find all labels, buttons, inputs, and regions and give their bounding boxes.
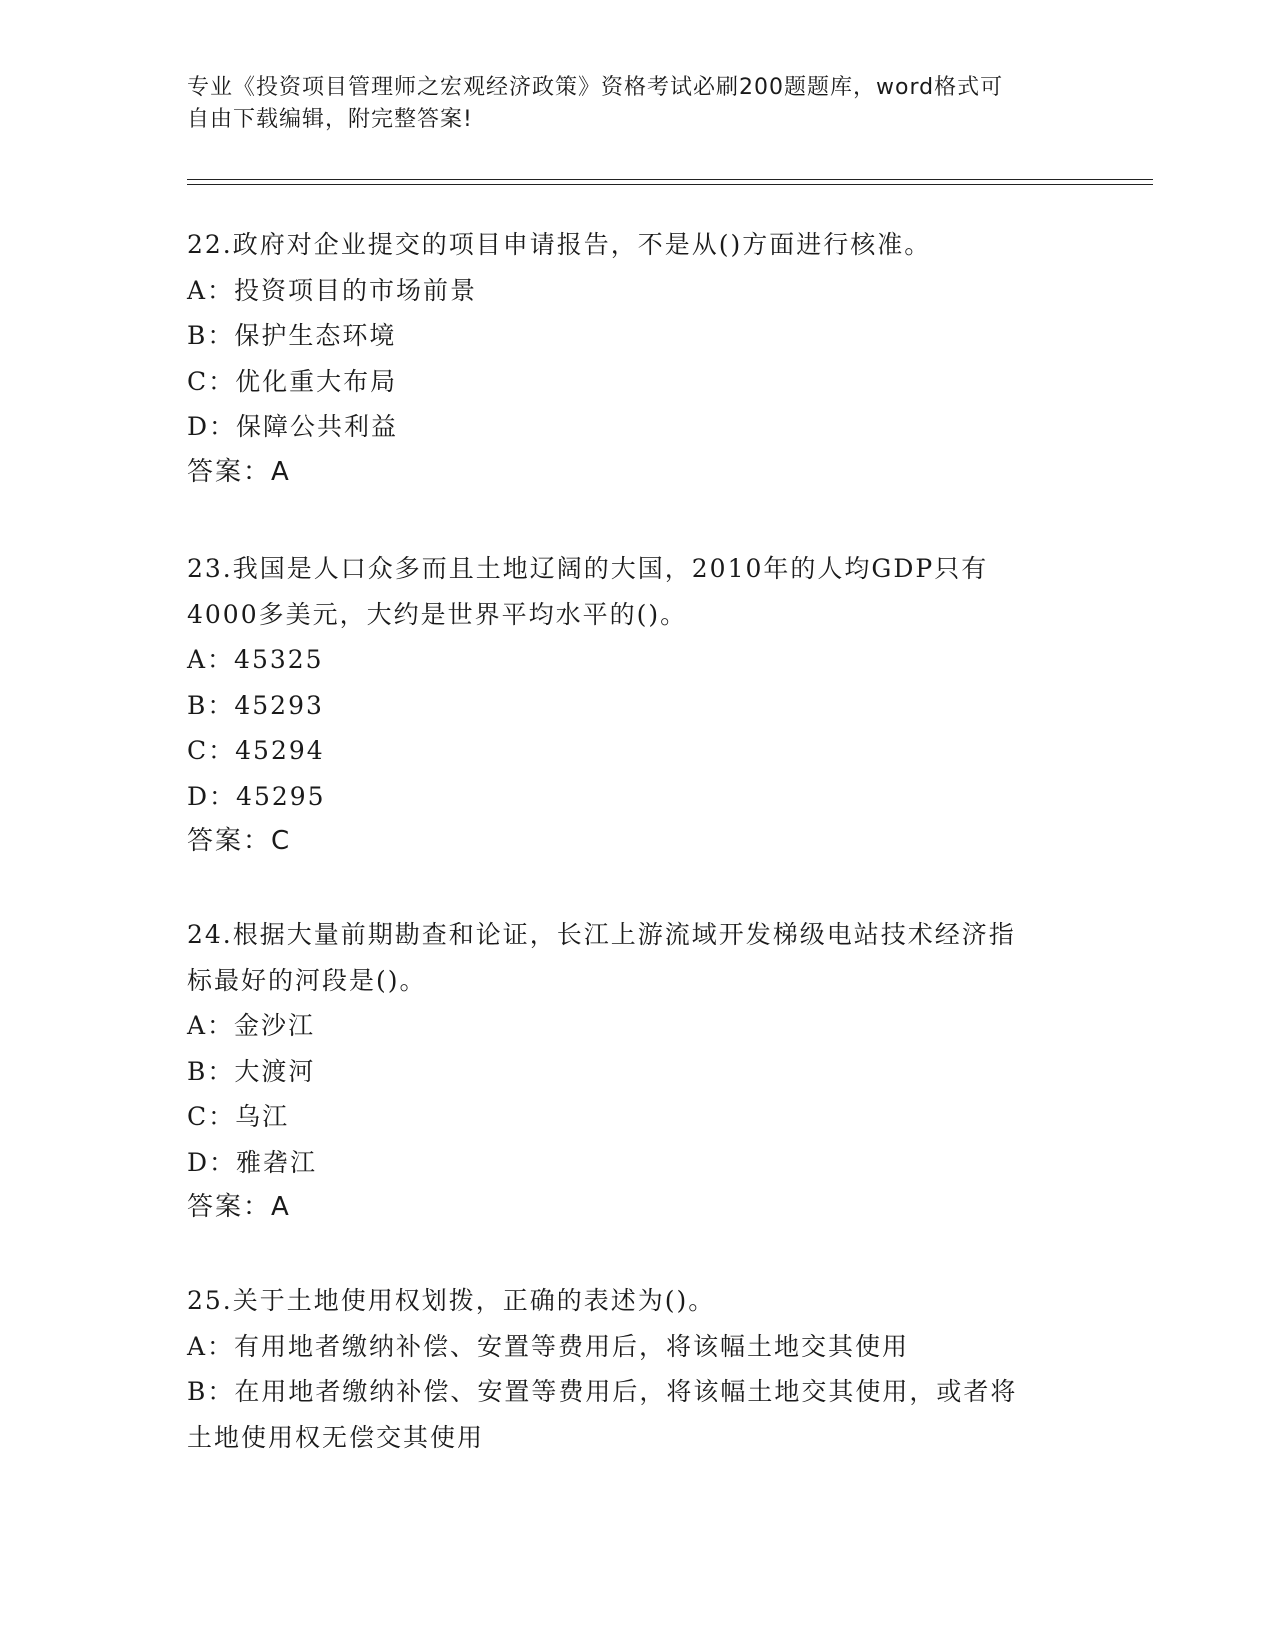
option-d: D：45295 bbox=[187, 781, 326, 811]
question-stem-line-2: 标最好的河段是()。 bbox=[187, 965, 427, 995]
header-line-2: 自由下载编辑，附完整答案! bbox=[187, 107, 473, 132]
option-b: B：大渡河 bbox=[187, 1056, 316, 1086]
answer: 答案：A bbox=[187, 456, 291, 487]
question-23 bbox=[187, 546, 1087, 865]
option-a: A：有用地者缴纳补偿、安置等费用后，将该幅土地交其使用 bbox=[187, 1331, 910, 1361]
option-b: B：45293 bbox=[187, 690, 324, 720]
question-24 bbox=[187, 912, 1087, 1231]
header-divider-top bbox=[187, 179, 1153, 180]
header-line-1: 专业《投资项目管理师之宏观经济政策》资格考试必刷200题题库，word格式可 bbox=[187, 75, 1004, 100]
option-b-line-2: 土地使用权无偿交其使用 bbox=[187, 1422, 485, 1452]
question-stem: 25.关于土地使用权划拨，正确的表述为()。 bbox=[187, 1286, 716, 1315]
option-a: A：金沙江 bbox=[187, 1011, 316, 1040]
document-header bbox=[187, 72, 1087, 136]
option-a: A：投资项目的市场前景 bbox=[187, 275, 478, 305]
question-stem-line-1: 24.根据大量前期勘查和论证，长江上游流域开发梯级电站技术经济指 bbox=[187, 920, 1016, 949]
answer: 答案：C bbox=[187, 826, 292, 856]
question-stem: 22.政府对企业提交的项目申请报告，不是从()方面进行核准。 bbox=[187, 230, 932, 259]
option-d: D：保障公共利益 bbox=[187, 412, 399, 441]
question-22 bbox=[187, 222, 1087, 495]
option-c: C：45294 bbox=[187, 736, 325, 765]
answer: 答案：A bbox=[187, 1192, 291, 1222]
option-b-line-1: B：在用地者缴纳补偿、安置等费用后，将该幅土地交其使用，或者将 bbox=[187, 1377, 1018, 1406]
option-d: D：雅砻江 bbox=[187, 1147, 318, 1177]
question-stem-line-1: 23.我国是人口众多而且土地辽阔的大国，2010年的人均GDP只有 bbox=[187, 554, 989, 583]
question-stem-line-2: 4000多美元，大约是世界平均水平的()。 bbox=[187, 599, 688, 629]
option-c: C：优化重大布局 bbox=[187, 366, 398, 396]
header-divider-bottom bbox=[187, 184, 1153, 185]
question-25 bbox=[187, 1278, 1087, 1460]
option-a: A：45325 bbox=[187, 645, 324, 674]
option-b: B：保护生态环境 bbox=[187, 321, 397, 350]
option-c: C：乌江 bbox=[187, 1102, 290, 1131]
